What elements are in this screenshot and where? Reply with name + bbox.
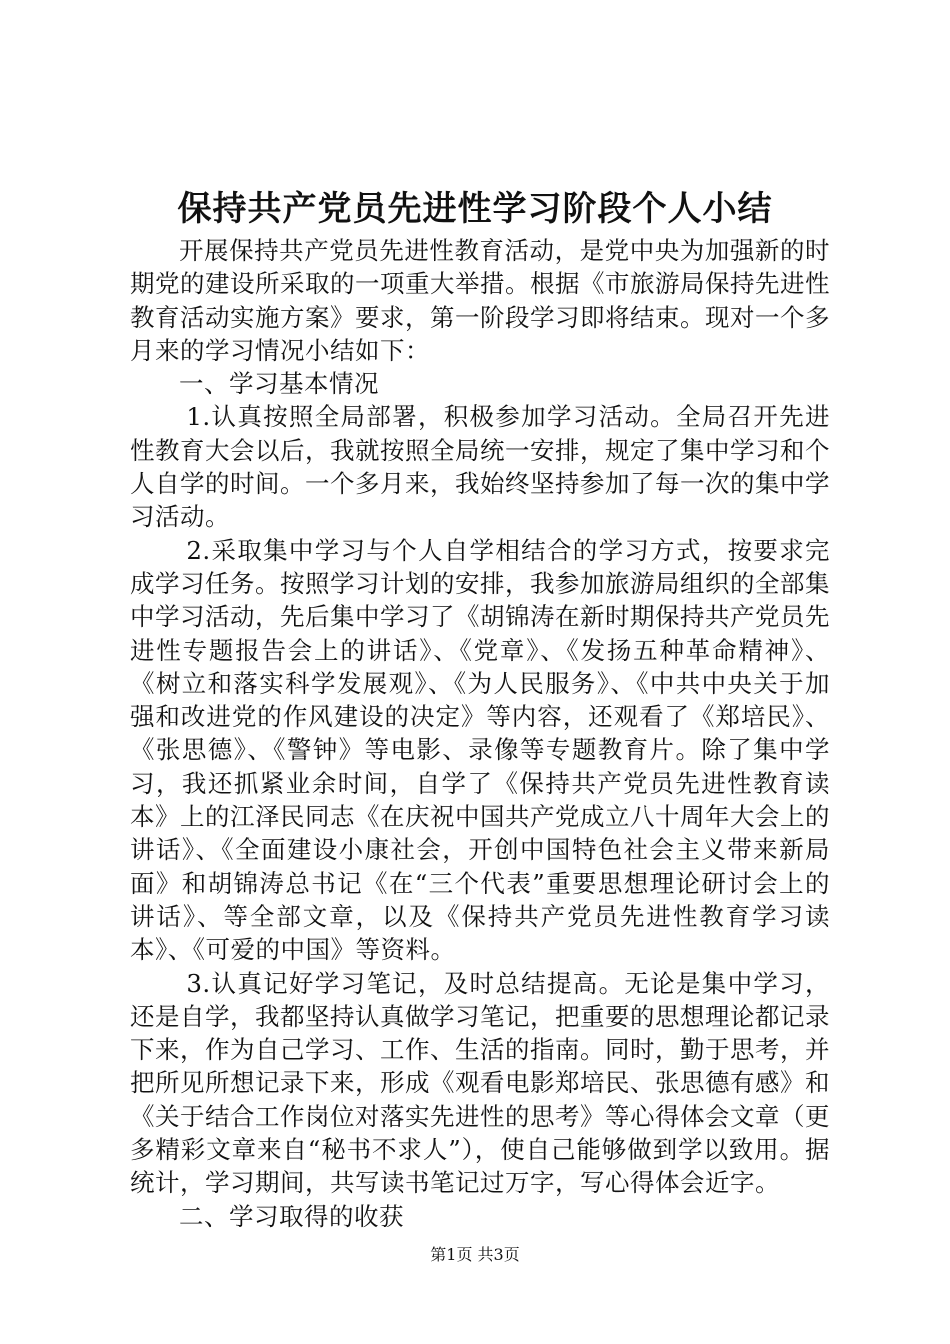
- intro-paragraph: 开展保持共产党员先进性教育活动，是党中央为加强新的时期党的建设所采取的一项重大举措。根据《市旅游局保持先进性教育活动实施方案》要求，第一阶段学习即将结束。现对一个多月来的学习情况小结如下：: [130, 236, 830, 365]
- list-item-3: 3.认真记好学习笔记，及时总结提高。无论是集中学习，还是自学，我都坚持认真做学习笔记，把重要的思想理论都记录下来，作为自己学习、工作、生活的指南。同时，勤于思考，并把所见所想记录下来，形成《观看电影郑培民、张思德有感》和《关于结合工作岗位对落实先进性的思考》等心得体会文章（更多精彩文章来自“秘书不求人”），使自己能够做到学以致用。据统计，学习期间，共写读书笔记过万字，写心得体会近字。: [130, 968, 830, 1198]
- document-title: 保持共产党员先进性学习阶段个人小结: [177, 189, 773, 229]
- list-item-2: 2.采取集中学习与个人自学相结合的学习方式，按要求完成学习任务。按照学习计划的安排，我参加旅游局组织的全部集中学习活动，先后集中学习了《胡锦涛在新时期保持共产党员先进性专题报告会上的讲话》、《党章》、《发扬五种革命精神》、《树立和落实科学发展观》、《为人民服务》、《中共中央关于加强和改进党的作风建设的决定》等内容，还观看了《郑培民》、《张思德》、《警钟》等电影、录像等专题教育片。除了集中学习，我还抓紧业余时间，自学了《保持共产党员先进性教育读本》上的江泽民同志《在庆祝中国共产党成立八十周年大会上的讲话》、《全面建设小康社会，开创中国特色社会主义带来新局面》和胡锦涛总书记《在“三个代表”重要思想理论研讨会上的讲话》、等全部文章，以及《保持共产党员先进性教育学习读本》、《可爱的中国》等资料。: [130, 535, 830, 965]
- page-number: 第1页 共3页: [430, 1245, 520, 1264]
- section-heading-1: 一、学习基本情况: [179, 369, 379, 399]
- list-item-1: 1.认真按照全局部署，积极参加学习活动。全局召开先进性教育大会以后，我就按照全局统一安排，规定了集中学习和个人自学的时间。一个多月来，我始终坚持参加了每一次的集中学习活动。: [130, 402, 830, 532]
- section-heading-2: 二、学习取得的收获: [179, 1201, 404, 1231]
- document-body: [130, 234, 830, 1233]
